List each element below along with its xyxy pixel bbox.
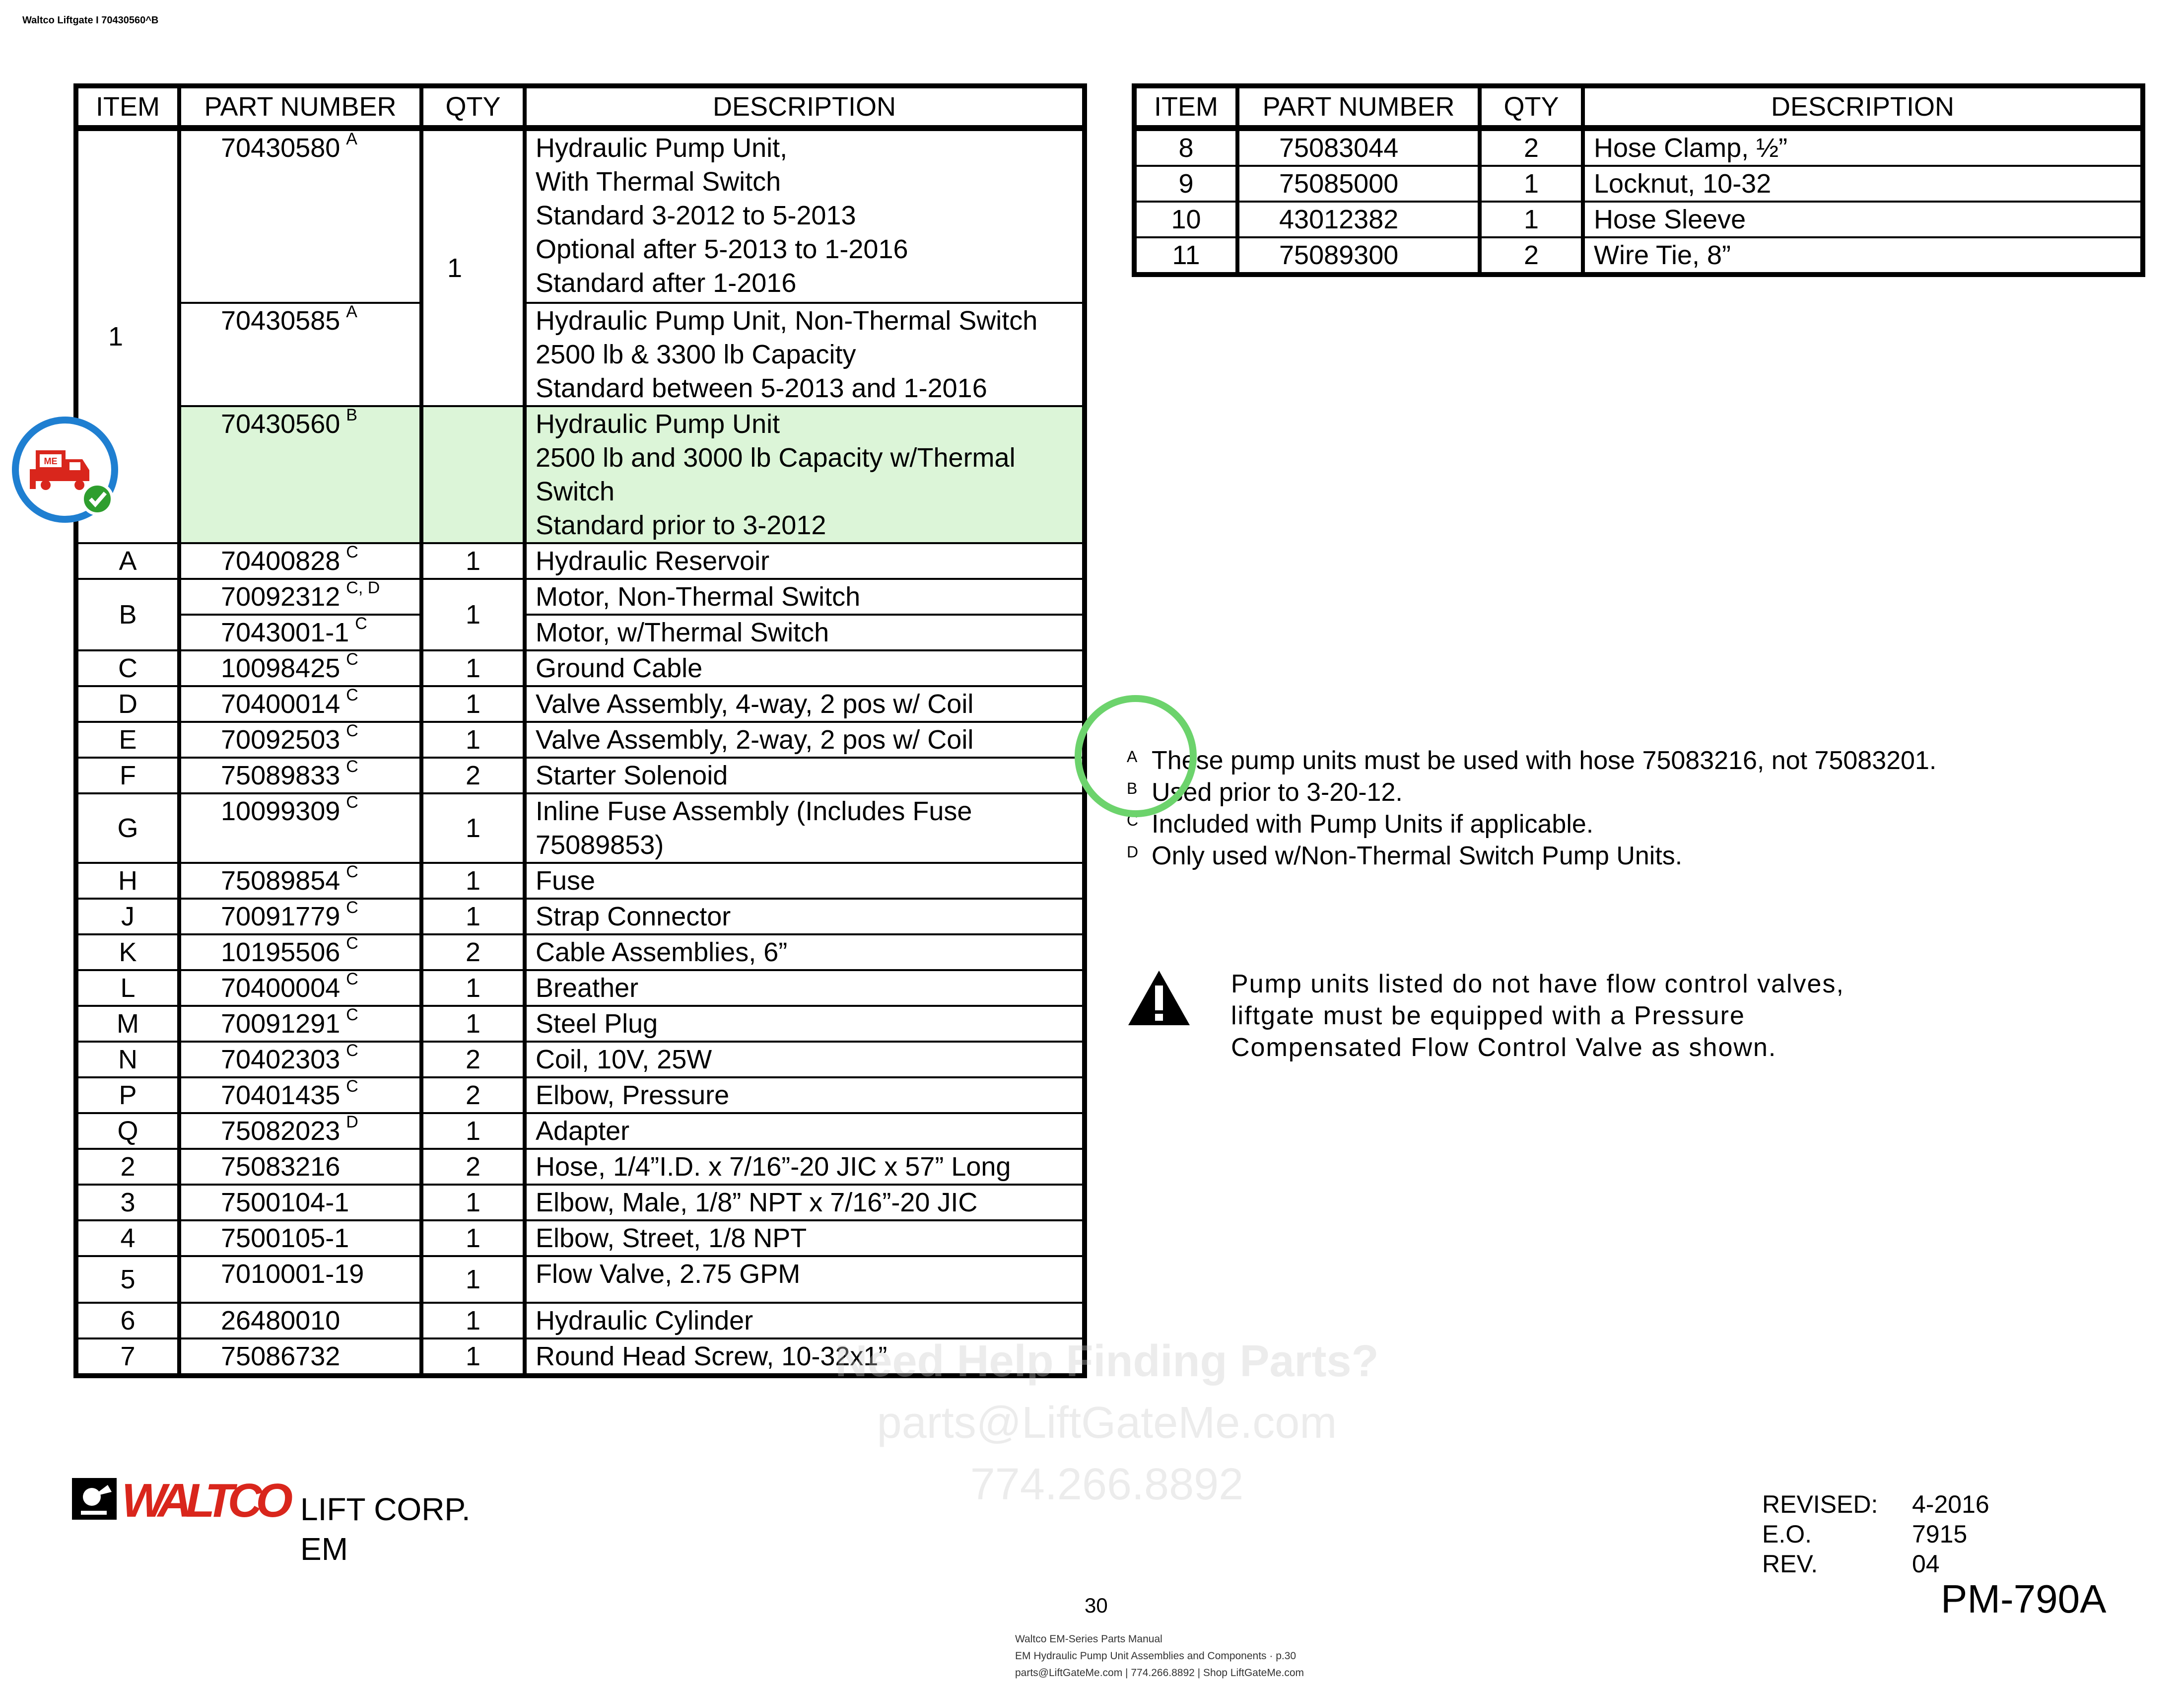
qty-cell: 1 — [421, 579, 525, 650]
part-number-cell: 75089300 — [1237, 237, 1480, 275]
description-cell: Starter Solenoid — [525, 758, 1085, 793]
header-description: DESCRIPTION — [525, 86, 1085, 128]
part-number-cell: 70400004 $^C$ — [179, 970, 421, 1006]
footnote-d: D Only used w/Non-Thermal Switch Pump Units. — [1127, 842, 1683, 870]
table-row — [76, 1113, 1085, 1149]
qty-cell: 2 — [421, 758, 525, 793]
qty-cell: 1 — [421, 970, 525, 1006]
description-cell: Locknut, 10-32 — [1583, 166, 2143, 202]
waltco-logo — [72, 1472, 295, 1529]
parts-table-main — [73, 83, 1087, 1378]
description-cell: Cable Assemblies, 6” — [525, 934, 1085, 970]
item-cell: H — [76, 863, 179, 899]
part-number-cell: 75089854 $^C$ — [179, 863, 421, 899]
description-cell: Strap Connector — [525, 899, 1085, 934]
item-cell: F — [76, 758, 179, 793]
table-row — [76, 1077, 1085, 1113]
item-cell: 3 — [76, 1185, 179, 1220]
qty-cell: 1 — [421, 1303, 525, 1338]
watermark: Need Help Finding Parts? parts@LiftGateMe.com 774.266.8892 — [835, 1336, 1379, 1509]
qty-cell: 1 — [421, 650, 525, 686]
page-number: 30 — [1085, 1594, 1108, 1617]
footnote-a: A These pump units must be used with hose 75083216, not 75083201. — [1127, 746, 1937, 775]
description-cell: Wire Tie, 8” — [1583, 237, 2143, 275]
description-cell: Adapter — [525, 1113, 1085, 1149]
table-row — [76, 686, 1085, 722]
qty-cell: 1 — [421, 686, 525, 722]
qty-cell: 1 — [421, 1220, 525, 1256]
description-cell: Ground Cable — [525, 650, 1085, 686]
part-number-cell: 7010001-19 — [179, 1256, 421, 1303]
part-number-cell: 26480010 — [179, 1303, 421, 1338]
table-row — [76, 1149, 1085, 1185]
header-qty: QTY — [421, 86, 525, 128]
table-row — [76, 128, 1085, 303]
item-cell: C — [76, 650, 179, 686]
description-cell: Hydraulic Pump Unit, Non-Thermal Switch 2500 lb & 3300 lb Capacity Standard between 5-2013 and 1-2016 — [525, 303, 1085, 406]
table-row — [1134, 202, 2143, 237]
item-cell: 4 — [76, 1220, 179, 1256]
description-cell: Hose Sleeve — [1583, 202, 2143, 237]
description-cell: Hydraulic Cylinder — [525, 1303, 1085, 1338]
qty-cell: 1 — [421, 722, 525, 758]
footnotes — [1127, 745, 1936, 872]
item-cell: Q — [76, 1113, 179, 1149]
description-cell: Steel Plug — [525, 1006, 1085, 1042]
item-cell: E — [76, 722, 179, 758]
qty-cell: 1 — [421, 899, 525, 934]
description-cell: Elbow, Pressure — [525, 1077, 1085, 1113]
qty-cell: 1 — [421, 1338, 525, 1376]
part-number-cell: 10195506 $^C$ — [179, 934, 421, 970]
part-number-cell: 75082023 $^D$ — [179, 1113, 421, 1149]
qty-cell: 1 — [421, 1256, 525, 1303]
revision-block: REVISED: 4-2016 E.O. 7915 REV. 04 — [1762, 1490, 1989, 1578]
table-row — [76, 970, 1085, 1006]
part-number-cell: 70402303 $^C$ — [179, 1042, 421, 1077]
header-part-number: PART NUMBER — [1237, 86, 1480, 128]
table-row — [76, 863, 1085, 899]
item-cell: 1 — [76, 128, 179, 543]
part-number-cell: 7043001-1 $^C$ — [179, 615, 421, 650]
table-header-row — [76, 86, 1085, 128]
description-cell: Round Head Screw, 10-32x1” — [525, 1338, 1085, 1376]
qty-cell: 1 — [1480, 202, 1583, 237]
warning-text: Pump units listed do not have flow control valves, liftgate must be equipped with a Pressure Compensated Flow Control Valve as shown. — [1231, 970, 1844, 1062]
svg-text:ME: ME — [44, 456, 58, 466]
doc-reference: Waltco Liftgate I 70430560^B — [22, 15, 159, 26]
description-cell: Valve Assembly, 2-way, 2 pos w/ Coil — [525, 722, 1085, 758]
table-header-row — [1134, 86, 2143, 128]
header-part-number: PART NUMBER — [179, 86, 421, 128]
table-row — [76, 579, 1085, 615]
svg-text:WALTCO: WALTCO — [122, 1474, 293, 1527]
description-cell: Elbow, Male, 1/8” NPT x 7/16”-20 JIC — [525, 1185, 1085, 1220]
item-cell: G — [76, 793, 179, 863]
part-number-cell: 70430560 $^B$ — [179, 406, 421, 543]
part-number-cell: 7500105-1 — [179, 1220, 421, 1256]
highlight-ring — [1075, 695, 1197, 817]
description-cell: Inline Fuse Assembly (Includes Fuse 75089853) — [525, 793, 1085, 863]
qty-cell: 1 — [421, 543, 525, 579]
description-cell: Hose Clamp, ½” — [1583, 128, 2143, 166]
header-qty: QTY — [1480, 86, 1583, 128]
item-cell: K — [76, 934, 179, 970]
parts-table-secondary — [1132, 83, 2145, 277]
part-number-cell: 70400014 $^C$ — [179, 686, 421, 722]
item-cell: J — [76, 899, 179, 934]
company-name: LIFT CORP. EM — [300, 1491, 471, 1567]
table-row — [76, 650, 1085, 686]
part-number-cell: 75086732 — [179, 1338, 421, 1376]
table-row — [76, 1256, 1085, 1303]
part-number-cell: 70091779 $^C$ — [179, 899, 421, 934]
item-cell: M — [76, 1006, 179, 1042]
description-cell: Hydraulic Reservoir — [525, 543, 1085, 579]
description-cell: Motor, w/Thermal Switch — [525, 615, 1085, 650]
qty-cell: 2 — [421, 1042, 525, 1077]
description-cell: Flow Valve, 2.75 GPM — [525, 1256, 1085, 1303]
item-cell: P — [76, 1077, 179, 1113]
table-row — [1134, 166, 2143, 202]
item-cell: 9 — [1134, 166, 1237, 202]
description-cell: Valve Assembly, 4-way, 2 pos w/ Coil — [525, 686, 1085, 722]
header-item: ITEM — [76, 86, 179, 128]
qty-cell: 1 — [421, 128, 525, 406]
footnote-b: B Used prior to 3-20-12. — [1127, 778, 1403, 807]
table-row — [76, 303, 1085, 406]
qty-cell: 1 — [1480, 166, 1583, 202]
part-number-cell: 70401435 $^C$ — [179, 1077, 421, 1113]
table-row — [76, 1006, 1085, 1042]
table-row — [76, 758, 1085, 793]
part-number-cell: 70091291 $^C$ — [179, 1006, 421, 1042]
qty-cell-empty — [421, 406, 525, 543]
item-cell: 8 — [1134, 128, 1237, 166]
table-row — [76, 934, 1085, 970]
part-number-cell: 70430580 $^A$ — [179, 128, 421, 303]
item-cell: 10 — [1134, 202, 1237, 237]
part-number-cell: 75083216 — [179, 1149, 421, 1185]
table-row — [1134, 237, 2143, 275]
qty-cell: 1 — [421, 1006, 525, 1042]
table-row — [76, 793, 1085, 863]
table-row — [76, 615, 1085, 650]
part-number-cell: 70430585 $^A$ — [179, 303, 421, 406]
qty-cell: 2 — [421, 934, 525, 970]
item-cell: 2 — [76, 1149, 179, 1185]
description-cell: Elbow, Street, 1/8 NPT — [525, 1220, 1085, 1256]
part-number-cell: 75089833 $^C$ — [179, 758, 421, 793]
qty-cell: 1 — [421, 793, 525, 863]
description-cell: Motor, Non-Thermal Switch — [525, 579, 1085, 615]
item-cell: D — [76, 686, 179, 722]
part-number-cell: 70092503 $^C$ — [179, 722, 421, 758]
qty-cell: 2 — [1480, 237, 1583, 275]
table-row — [76, 1042, 1085, 1077]
table-row — [76, 1220, 1085, 1256]
qty-cell: 2 — [421, 1077, 525, 1113]
table-row-highlighted — [76, 406, 1085, 543]
header-item: ITEM — [1134, 86, 1237, 128]
part-number-cell: 10098425 $^C$ — [179, 650, 421, 686]
description-cell: Coil, 10V, 25W — [525, 1042, 1085, 1077]
part-number-cell: 70400828 $^C$ — [179, 543, 421, 579]
table-row — [76, 543, 1085, 579]
item-cell: 5 — [76, 1256, 179, 1303]
table-row — [76, 899, 1085, 934]
description-cell: Hose, 1/4”I.D. x 7/16”-20 JIC x 57” Long — [525, 1149, 1085, 1185]
part-number-cell: 75083044 — [1237, 128, 1480, 166]
description-cell: Fuse — [525, 863, 1085, 899]
warning-triangle-icon — [1127, 968, 1191, 1030]
qty-cell: 2 — [421, 1149, 525, 1185]
item-cell: A — [76, 543, 179, 579]
part-number-cell: 75085000 — [1237, 166, 1480, 202]
item-cell: 6 — [76, 1303, 179, 1338]
part-number-cell: 10099309 $^C$ — [179, 793, 421, 863]
item-cell: B — [76, 579, 179, 650]
table-row — [76, 722, 1085, 758]
header-description: DESCRIPTION — [1583, 86, 2143, 128]
description-cell: Breather — [525, 970, 1085, 1006]
qty-cell: 1 — [421, 1185, 525, 1220]
part-number-cell: 7500104-1 — [179, 1185, 421, 1220]
footnote-c: C Included with Pump Units if applicable. — [1127, 810, 1594, 839]
item-cell: 7 — [76, 1338, 179, 1376]
liftgate-truck-icon[interactable] — [10, 415, 120, 525]
document-number: PM-790A — [1941, 1577, 2107, 1621]
qty-cell: 1 — [421, 1113, 525, 1149]
qty-cell: 2 — [1480, 128, 1583, 166]
item-cell: 11 — [1134, 237, 1237, 275]
item-cell: N — [76, 1042, 179, 1077]
item-cell: L — [76, 970, 179, 1006]
table-row — [1134, 128, 2143, 166]
footer: Waltco EM-Series Parts Manual EM Hydraulic Pump Unit Assemblies and Components · p.30 parts@LiftGateMe.com | 774.266.8892 | Shop LiftGateMe.com — [1015, 1633, 1304, 1679]
qty-cell: 1 — [421, 863, 525, 899]
table-row — [76, 1185, 1085, 1220]
part-number-cell: 70092312 $^{C, D}$ — [179, 579, 421, 615]
description-cell: Hydraulic Pump Unit 2500 lb and 3000 lb Capacity w/Thermal Switch Standard prior to 3-2012 — [525, 406, 1085, 543]
part-number-cell: 43012382 — [1237, 202, 1480, 237]
description-cell: Hydraulic Pump Unit, With Thermal Switch Standard 3-2012 to 5-2013 Optional after 5-2013 to 1-2016 Standard after 1-2016 — [525, 128, 1085, 303]
